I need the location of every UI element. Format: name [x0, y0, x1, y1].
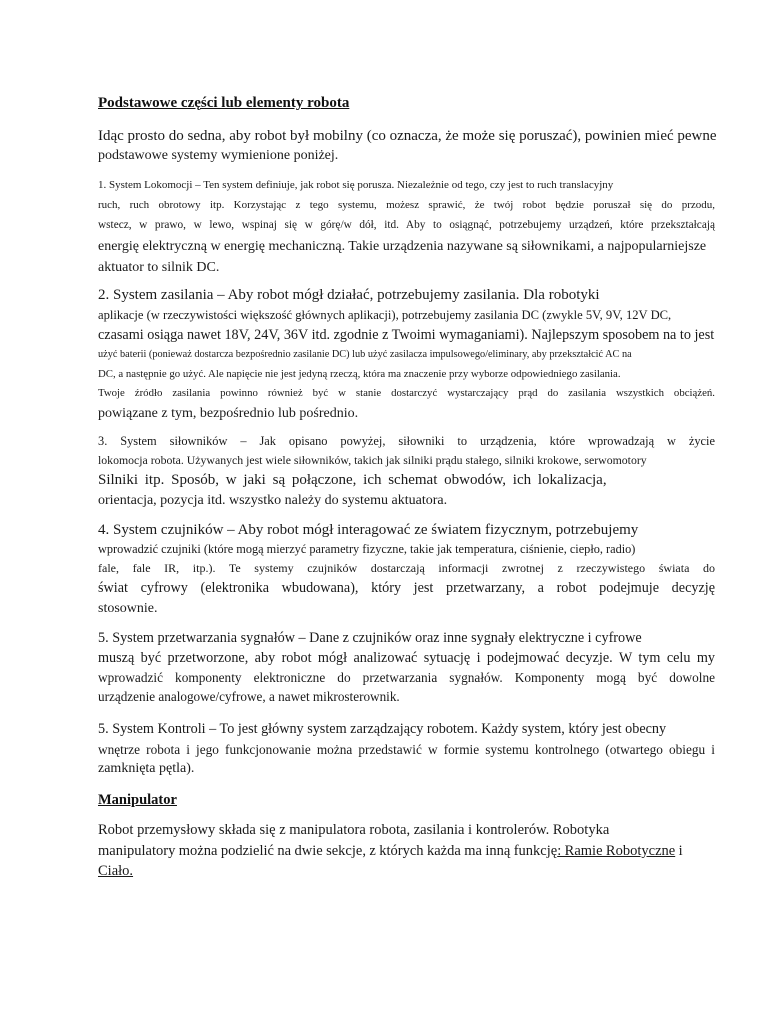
- power-line-1: 2. System zasilania – Aby robot mógł działać, potrzebujemy zasilania. Dla robotyki: [98, 287, 600, 303]
- sensors-line-3: fale, fale IR, itp.). Te systemy czujników dostarczają informacji zwrotnej z rzeczywistego świata do: [98, 561, 715, 575]
- body-link[interactable]: Ciało.: [98, 863, 134, 879]
- power-line-7: powiązane z tym, bezpośrednio lub pośrednio.: [98, 406, 359, 421]
- manipulator-line-1: Robot przemysłowy składa się z manipulatora robota, zasilania i kontrolerów. Robotyka: [98, 822, 610, 838]
- manipulator-line-2-text: manipulatory można podzielić na dwie sekcje, z których każda ma inną funkcję: [98, 843, 558, 859]
- control-line-2: wnętrze robota i jego funkcjonowanie można przedstawić w formie systemu kontrolnego (otwartego obiegu i: [98, 742, 715, 757]
- signal-line-3: wprowadzić komponenty elektroniczne do przetwarzania sygnałów. Komponenty mogą być dowolne: [98, 670, 715, 685]
- power-line-4: użyć baterii (ponieważ dostarcza bezpośrednio zasilanie DC) lub użyć zasilacza impulsowego/eliminary, aby przekształcić AC na: [98, 349, 632, 360]
- locomotion-line-2: ruch, ruch obrotowy itp. Korzystając z tego systemu, możesz sprawić, że twój robot będzie poruszał się do przodu,: [98, 199, 715, 211]
- actuators-line-1: 3. System siłowników – Jak opisano powyżej, siłowniki to urządzenia, które wprowadzają w życie: [98, 434, 715, 448]
- signal-line-4: urządzenie analogowe/cyfrowe, a nawet mikrosterownik.: [98, 689, 400, 704]
- manipulator-paragraph: [98, 820, 715, 881]
- locomotion-line-5: aktuator to silnik DC.: [98, 260, 220, 275]
- section-actuators-paragraph: [98, 431, 715, 511]
- sensors-line-2: wprowadzić czujniki (które mogą mierzyć parametry fizyczne, takie jak temperatura, ciśnienie, ciepło, radio): [98, 542, 636, 556]
- locomotion-line-1: 1. System Lokomocji – Ten system definiuje, jak robot się porusza. Niezależnie od tego, czy jest to ruch translacyjny: [98, 179, 614, 191]
- signal-line-1: 5. System przetwarzania sygnałów – Dane z czujników oraz inne sygnały elektryczne i cyfrowe: [98, 630, 642, 646]
- intro-paragraph: [98, 126, 715, 166]
- power-line-5: DC, a następnie go użyć. Ale napięcie nie jest jedyną rzeczą, która ma znaczenie przy wyborze odpowiedniego zasilania.: [98, 368, 621, 380]
- heading-basic-robot-parts: Podstawowe części lub elementy robota: [98, 95, 350, 111]
- signal-line-2: muszą być przetworzone, aby robot mógł analizować sytuację i podejmować decyzje. W tym celu my: [98, 650, 715, 666]
- power-line-3: czasami osiąga nawet 18V, 24V, 36V itd. zgodnie z Twoimi wymaganiami). Najlepszym sposobem na to jest: [98, 327, 715, 343]
- power-line-2: aplikacje (w rzeczywistości większość głównych aplikacji), potrzebujemy zasilania DC (zwykle 5V, 9V, 12V DC,: [98, 308, 672, 322]
- manipulator-line-3: [98, 861, 715, 881]
- control-line-1: 5. System Kontroli – To jest główny system zarządzający robotem. Każdy system, który jest obecny: [98, 721, 667, 737]
- section-control-paragraph: [98, 719, 715, 779]
- section-signal-processing-paragraph: [98, 628, 715, 706]
- actuators-line-4: orientacja, pozycja itd. wszystko należy do systemu aktuatora.: [98, 493, 448, 508]
- actuators-line-3: Silniki itp. Sposób, w jaki są połączone, ich schemat obwodów, ich lokalizacja,: [98, 472, 607, 488]
- section-sensors-paragraph: [98, 520, 715, 619]
- manipulator-line-2-end: i: [675, 843, 683, 859]
- intro-line-2: podstawowe systemy wymienione poniżej.: [98, 148, 339, 163]
- sensors-line-5: stosownie.: [98, 601, 158, 616]
- actuators-line-2: lokomocja robota. Używanych jest wiele siłowników, takich jak silniki prądu stałego, silniki krokowe, serwomotory: [98, 453, 647, 467]
- sensors-line-4: świat cyfrowy (elektronika wbudowana), który jest przetwarzany, a robot podejmuje decyzję: [98, 580, 715, 596]
- section-power-paragraph: [98, 285, 715, 424]
- sensors-line-1: 4. System czujników – Aby robot mógł interagować ze światem fizycznym, potrzebujemy: [98, 522, 639, 538]
- robotic-arm-link[interactable]: : Ramie Robotyczne: [557, 843, 676, 859]
- locomotion-line-4: energię elektryczną w energię mechaniczną. Takie urządzenia nazywane są siłownikami, a najpopularniejsze: [98, 239, 707, 254]
- heading-manipulator: Manipulator: [98, 792, 177, 808]
- control-line-3: zamknięta pętla).: [98, 761, 195, 776]
- locomotion-line-3: wstecz, w prawo, w lewo, wspinaj się w górę/w dół, itd. Aby to osiągnąć, potrzebujemy urządzeń, które przekształcają: [98, 219, 715, 231]
- intro-line-1: Idąc prosto do sedna, aby robot był mobilny (co oznacza, że może się poruszać), powinien mieć pewne: [98, 128, 717, 144]
- section-locomotion-paragraph: [98, 175, 715, 278]
- manipulator-line-2: [98, 841, 715, 861]
- power-line-6: Twoje źródło zasilania powinno również być w stanie dostarczyć wystarczający prąd do zasilania wszystkich obciążeń.: [98, 387, 715, 399]
